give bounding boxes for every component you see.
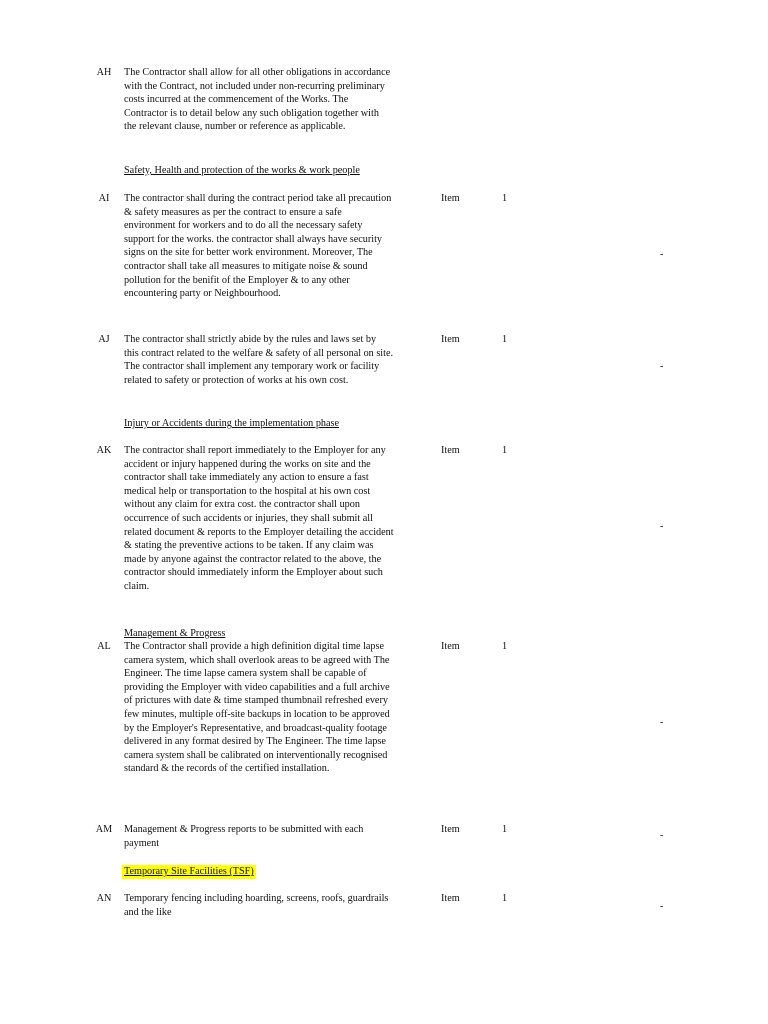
item-quantity: 1 [502,193,508,204]
item-quantity: 1 [502,445,508,456]
item-amount: - [660,521,664,532]
item-code: AH [96,67,112,78]
item-code: AI [98,193,110,204]
section-heading-text: Management & Progress [124,628,226,639]
item-amount: - [660,717,664,728]
item-unit: Item [441,445,460,456]
item-description: Management & Progress reports to be submitted with each payment [124,824,364,849]
item-description: The Contractor shall allow for all other obligations in accordance with the Contract, not included under non-recurring preliminary costs incurred at the commencement of the Works. The Contractor is to detail below any such obligation together with the relevant clause, number or reference as applicable. [124,67,391,133]
item-description: The contractor shall report immediately to the Employer for any accident or injury happened during the works on site and the contractor shall take immediately any action to ensure a fast medical help or transportation to the hospital at his own cost without any claim for extra cost. the contractor shall upon occurrence of such accidents or injuries, they shall submit all related document & reports to the Employer detailing the accident & stating the preventive actions to be taken. If any claim was made by anyone against the contractor related to the above, the contractor should immediately inform the Employer about such claim. [124,445,394,592]
item-unit: Item [441,893,460,904]
item-quantity: 1 [502,824,508,835]
item-amount: - [660,361,664,372]
item-amount: - [660,249,664,260]
item-description: The contractor shall during the contract period take all precaution & safety measures as per the contract to ensure a safe environment for workers and to do all the necessary safety support for the works. the contractor shall always have security signs on the site for better work environment. Moreover, The contractor shall take all measures to mitigate noise & sound pollution for the benifit of the Employer & to any other encountering party or Neighbourhood. [124,193,392,300]
section-heading-text: Temporary Site Facilities (TSF) [124,866,254,877]
item-quantity: 1 [502,893,508,904]
item-amount: - [660,830,664,841]
item-unit: Item [441,824,460,835]
item-amount: - [660,901,664,912]
item-description: The contractor shall strictly abide by the rules and laws set by this contract related to the welfare & safety of all personal on site. The contractor shall implement any temporary work or facility related to safety or protection of works at his own cost. [124,334,394,386]
item-code: AK [96,445,112,456]
item-code: AL [97,641,111,652]
section-heading-text: Injury or Accidents during the implementation phase [124,418,340,429]
item-quantity: 1 [502,334,508,345]
item-unit: Item [441,641,460,652]
item-quantity: 1 [502,641,508,652]
item-code: AJ [98,334,110,345]
item-description: Temporary fencing including hoarding, screens, roofs, guardrails and the like [124,893,389,918]
item-description: The Contractor shall provide a high definition digital time lapse camera system, which shall overlook areas to be agreed with The Engineer. The time lapse camera system shall be capable of providing the Employer with video capabilities and a full archive of prictures with date & time stamped thumbnail refreshed every few minutes, multiple off-site backups in location to be approved by the Employer's Representative, and broadcast-quality footage delivered in any format desired by The Engineer. The time lapse camera system shall be calibrated on interventionally recognised standard & the records of the certified installation. [124,641,390,775]
item-code: AN [96,893,112,904]
item-unit: Item [441,334,460,345]
item-unit: Item [441,193,460,204]
item-code: AM [95,824,113,835]
section-heading-text: Safety, Health and protection of the works & work people [124,165,360,176]
